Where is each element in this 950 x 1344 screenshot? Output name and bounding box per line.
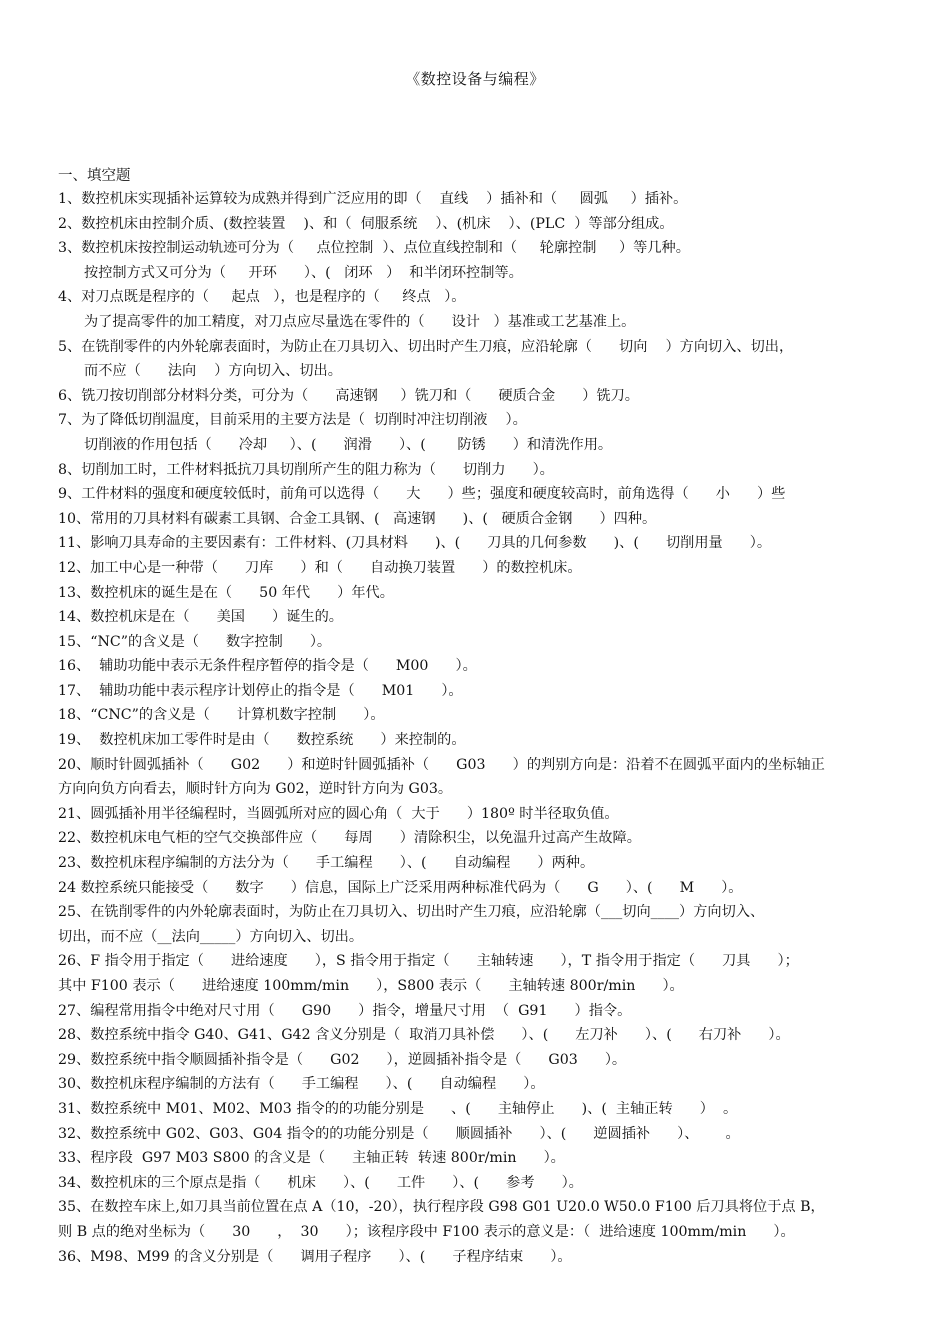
question-line: 24 数控系统只能接受（ 数字 ）信息，国际上广泛采用两种标准代码为（ G ）、( M ）。	[58, 879, 743, 896]
document-title: 《数控设备与编程》	[405, 70, 545, 88]
section-heading: 一、填空题	[58, 168, 131, 184]
question-line: 32、数控系统中 G02、G03、G04 指令的的功能分别是（ 顺圆插补 ）、( 逆圆插补 ）、 。	[58, 1125, 740, 1142]
question-line: 切削液的作用包括（ 冷却 ）、( 润滑 ）、( 防锈 ）和清洗作用。	[84, 436, 613, 453]
question-line: 9、工件材料的强度和硬度较低时，前角可以选得（ 大 ）些；强度和硬度较高时，前角选得（ 小 ）些	[58, 486, 786, 503]
question-line: 36、M98、M99 的含义分别是（ 调用子程序 ）、( 子程序结束 ）。	[58, 1248, 572, 1265]
question-line: 方向向负方向看去，顺时针方向为 G02，逆时针方向为 G03。	[58, 781, 453, 798]
question-line: 1、数控机床实现插补运算较为成熟并得到广泛应用的即（ 直线 ）插补和（ 圆弧 ）插补。	[58, 191, 688, 207]
question-line: 25、在铣削零件的内外轮廓表面时，为防止在刀具切入、切出时产生刀痕，应沿轮廓（___切向____）方向切入、	[58, 904, 765, 921]
question-line: 28、数控系统中指令 G40、G41、G42 含义分别是（ 取消刀具补偿 ）、( 左刀补 ）、( 右刀补 ）。	[58, 1027, 790, 1044]
question-line: 12、加工中心是一种带（ 刀库 ）和（ 自动换刀装置 ）的数控机床。	[58, 559, 582, 576]
question-line: 16、 辅助功能中表示无条件程序暂停的指令是（ M00 ）。	[58, 658, 477, 675]
question-line: 35、在数控车床上,如刀具当前位置在点 A（10，-20），执行程序段 G98 G01 U20.0 W50.0 F100 后刀具将位于点 B，	[58, 1199, 825, 1216]
question-line: 13、数控机床的诞生是在（ 50 年代 ）年代。	[58, 584, 394, 601]
question-line: 29、数控系统中指令顺圆插补指令是（ G02 ），逆圆插补指令是（ G03 ）。	[58, 1051, 627, 1068]
question-line: 其中 F100 表示（ 进给速度 100mm/min ），S800 表示（ 主轴转速 800r/min ）。	[58, 978, 684, 994]
question-line: 30、数控机床程序编制的方法有（ 手工编程 ）、( 自动编程 ）。	[58, 1076, 545, 1093]
question-line: 15、“NC”的含义是（ 数字控制 ）。	[58, 633, 332, 650]
question-line: 17、 辅助功能中表示程序计划停止的指令是（ M01 ）。	[58, 682, 463, 699]
question-line: 20、顺时针圆弧插补（ G02 ）和逆时针圆弧插补（ G03 ）的判别方向是：沿着不在圆弧平面内的坐标轴正	[58, 756, 825, 773]
question-line: 26、F 指令用于指定（ 进给速度 ），S 指令用于指定（ 主轴转速 ），T 指令用于指定（ 刀具 ）；	[58, 953, 799, 970]
question-line: 按控制方式又可分为（ 开环 ）、( 闭环 ） 和半闭环控制等。	[84, 264, 523, 281]
question-line: 4、对刀点既是程序的（ 起点 ），也是程序的（ 终点 ）。	[58, 289, 466, 306]
question-line: 则 B 点的绝对坐标为（ 30 ， 30 ）；该程序段中 F100 表示的意义是：（ 进给速度 100mm/min ）。	[58, 1223, 795, 1240]
question-line: 11、影响刀具寿命的主要因素有：工件材料、(刀具材料 )、( 刀具的几何参数 )、( 切削用量 ）。	[58, 535, 772, 552]
question-line: 6、铣刀按切削部分材料分类，可分为（ 高速钢 ）铣刀和（ 硬质合金 ）铣刀。	[58, 387, 639, 404]
question-line: 22、数控机床电气柜的空气交换部件应（ 每周 ）清除积尘，以免温升过高产生故障。	[58, 830, 641, 847]
question-line: 7、为了降低切削温度，目前采用的主要方法是（ 切削时冲注切削液 ）。	[58, 412, 527, 429]
question-line: 14、数控机床是在（ 美国 ）诞生的。	[58, 609, 343, 626]
question-line: 切出，而不应（__法向_____）方向切入、切出。	[58, 928, 364, 945]
question-line: 19、 数控机床加工零件时是由（ 数控系统 ）来控制的。	[58, 732, 466, 749]
question-line: 34、数控机床的三个原点是指（ 机床 ）、( 工件 ）、( 参考 ）。	[58, 1174, 583, 1191]
question-line: 3、数控机床按控制运动轨迹可分为（ 点位控制 ）、点位直线控制和（ 轮廓控制 ）等几种。	[58, 240, 690, 257]
question-line: 2、数控机床由控制介质、(数控装置 )、和（ 伺服系统 ）、(机床 ）、(PLC ）等部分组成。	[58, 215, 674, 232]
question-line: 10、常用的刀具材料有碳素工具钢、合金工具钢、( 高速钢 )、( 硬质合金钢 ）四种。	[58, 510, 657, 527]
question-line: 5、在铣削零件的内外轮廓表面时，为防止在刀具切入、切出时产生刀痕，应沿轮廓（ 切向 ）方向切入、切出，	[58, 338, 794, 355]
question-line: 而不应（ 法向 ）方向切入、切出。	[84, 363, 342, 380]
question-line: 18、“CNC”的含义是（ 计算机数字控制 ）。	[58, 707, 385, 724]
question-line: 33、程序段 G97 M03 S800 的含义是（ 主轴正转 转速 800r/min ）。	[58, 1150, 565, 1167]
question-line: 8、切削加工时，工件材料抵抗刀具切削所产生的阻力称为（ 切削力 ）。	[58, 461, 554, 478]
question-line: 21、圆弧插补用半径编程时，当圆弧所对应的圆心角（ 大于 ）180º 时半径取负值。	[58, 805, 619, 822]
question-line: 27、编程常用指令中绝对尺寸用（ G90 ）指令，增量尺寸用 （ G91 ）指令。	[58, 1002, 632, 1019]
question-list	[58, 187, 894, 1269]
question-line: 31、数控系统中 M01、M02、M03 指令的的功能分别是 、( 主轴停止 )、( 主轴正转 ） 。	[58, 1100, 738, 1117]
question-line: 23、数控机床程序编制的方法分为（ 手工编程 ）、( 自动编程 ）两种。	[58, 855, 595, 872]
question-line: 为了提高零件的加工精度，对刀点应尽量选在零件的（ 设计 ）基准或工艺基准上。	[84, 313, 636, 330]
